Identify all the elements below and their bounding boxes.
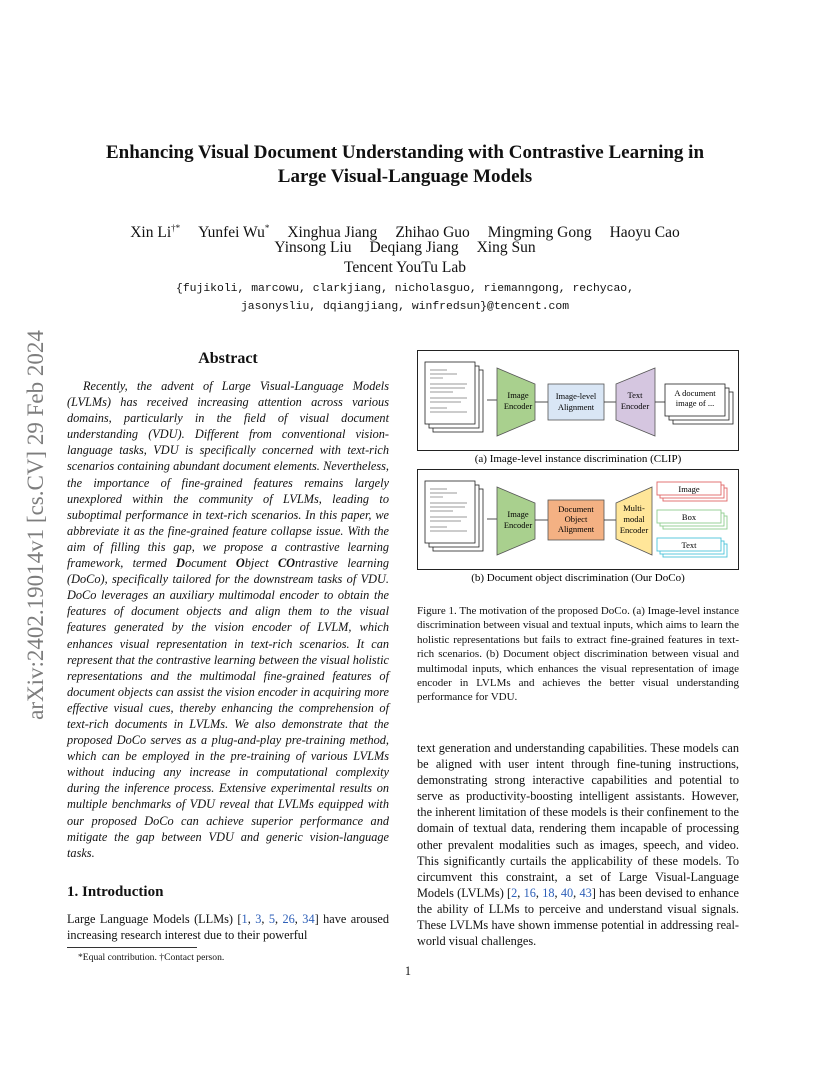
page-number: 1 bbox=[404, 964, 412, 978]
arxiv-sidebar bbox=[16, 290, 56, 760]
author-name: Mingming Gong bbox=[487, 224, 592, 242]
panel-b-image-encoder-label-2: Encoder bbox=[503, 520, 533, 530]
emails-line-1: {fujikoli, marcowu, clarkjiang, nicholasguo, riemanngong, rechycao, bbox=[176, 283, 634, 295]
title-line-1: Enhancing Visual Document Understanding with Contrastive Learning in bbox=[105, 142, 705, 163]
panel-a-text-input-line-2: image of ... bbox=[675, 398, 715, 408]
intro-heading: 1. Introduction bbox=[67, 884, 164, 900]
doco-letter-o: O bbox=[235, 556, 245, 571]
panel-b-output-image-label: Image bbox=[678, 484, 700, 494]
panel-b-multimodal-label-1: Multi- bbox=[623, 503, 645, 513]
abstract-body bbox=[67, 378, 389, 861]
citation-link[interactable]: 18 bbox=[542, 885, 555, 900]
intro-citations: 1, 3, 5, 26, 34 bbox=[241, 912, 315, 926]
right-text-a: text generation and understanding capabilities. These models can be aligned with user intent through fine-tuning instructions, demonstrating strong interactive capabilities and potential to serve as productivity-boosting intelligent assistants. However, the inherent limitation of these models is their confinement to the domain of textual data, rendering them incapable of processing other prevalent modalities such as images, speech, and video. This significantly curtails the applicability of these models. To circumvent this constraint, a set of Large Visual-Language Models (LVLMs) [ bbox=[417, 741, 739, 900]
doco-letter-d: D bbox=[176, 556, 185, 571]
panel-b-caption: (b) Document object discrimination (Our DoCo) bbox=[471, 572, 685, 584]
figure-1 bbox=[417, 350, 739, 590]
panel-a-text-encoder-label-2: Encoder bbox=[620, 401, 650, 411]
citation-link[interactable]: 1 bbox=[241, 912, 248, 926]
author-mark: * bbox=[264, 223, 270, 233]
panel-b-alignment-label-1: Document bbox=[558, 504, 594, 514]
citation-link[interactable]: 34 bbox=[302, 912, 315, 926]
citation-link[interactable]: 5 bbox=[268, 912, 275, 926]
doco-ocument: ocument bbox=[184, 556, 236, 571]
citation-link[interactable]: 26 bbox=[282, 912, 295, 926]
panel-b-multimodal-label-2: modal bbox=[623, 514, 645, 524]
panel-a-image-encoder-label-2: Encoder bbox=[503, 401, 533, 411]
right-text-b: ] has been devised to enhance the ability of LLMs to perceive and understand visual signals. These LVLMs have shown immense potential in addressing real-world visual challenges. bbox=[417, 885, 739, 949]
author-name: Xinghua Jiang bbox=[287, 224, 378, 242]
abstract-text-2: ntrastive learning (DoCo), specifically tailored for the downstream tasks of VDU. DoCo leverages an auxiliary multimodal encoder to obtain the features of document objects and align them to the visual features generated by the vision encoder of LVLM, which enhances visual representation in text-rich scenarios. It can represent that the contrastive learning between the visual holistic representations and the multimodal fine-grained features of document objects can assist the vision encoder in acquiring more effective visual cues, thereby enhancing the comprehension of text-rich documents in LVLMs. We also demonstrate that the proposed DoCo serves as a plug-and-play pre-training method, which can be employed in the pre-training of various LVLMs without inducing any increase in computational complexity during the inference process. Extensive experimental results on multiple benchmarks of VDU reveal that LVLMs equipped with our proposed DoCo can achieve superior performance and mitigate the gap between VDU and generic vision-language tasks. bbox=[67, 556, 390, 860]
doco-letters-co: CO bbox=[277, 556, 296, 571]
author-name: Xing Sun bbox=[476, 239, 536, 256]
panel-a-text-encoder-label-1: Text bbox=[627, 390, 643, 400]
panel-b-alignment-label-2: Object bbox=[564, 514, 588, 524]
paper-title bbox=[80, 141, 730, 189]
author-name: Zhihao Guo bbox=[395, 224, 470, 242]
citation-link[interactable]: 3 bbox=[255, 912, 262, 926]
author-name: Yunfei Wu* bbox=[198, 223, 270, 242]
panel-b-multimodal-label-3: Encoder bbox=[619, 525, 649, 535]
citation-link[interactable]: 16 bbox=[523, 885, 536, 900]
intro-text-b: ] have aroused increasing research interest due to their powerful bbox=[67, 912, 389, 943]
intro-text-a: Large Language Models (LLMs) [ bbox=[67, 912, 242, 926]
panel-a-alignment-label-2: Alignment bbox=[557, 402, 595, 412]
intro-continuation bbox=[417, 740, 739, 949]
panel-a-alignment-label-1: Image-level bbox=[555, 391, 597, 401]
footnote: *Equal contribution. †Contact person. bbox=[78, 952, 225, 963]
citation-link[interactable]: 43 bbox=[579, 885, 592, 900]
panel-a-caption: (a) Image-level instance discrimination (CLIP) bbox=[474, 453, 682, 465]
panel-b-alignment-label-3: Alignment bbox=[557, 524, 595, 534]
emails-line-2: jasonysliu, dqiangjiang, winfredsun}@tencent.com bbox=[240, 301, 570, 313]
panel-a-text-input-line-1: A document bbox=[674, 388, 716, 398]
author-name: Deqiang Jiang bbox=[369, 239, 459, 256]
authors-row-2 bbox=[80, 238, 730, 257]
doco-bject: bject bbox=[244, 556, 278, 571]
citation-link[interactable]: 40 bbox=[560, 885, 574, 900]
author-name: Yinsong Liu bbox=[274, 239, 352, 256]
panel-a-image-encoder-label-1: Image bbox=[507, 390, 529, 400]
figure-caption: Figure 1. The motivation of the proposed DoCo. (a) Image-level instance discrimination between visual and textual inputs, which aims to learn the holistic representations but fails to extract fine-grained features in text-rich scenarios. (b) Document object discrimination between visual and multimodal inputs, which enhances the visual representation of image encoder in LVLMs and achieves the better visual understanding performance for VDU. bbox=[417, 605, 739, 704]
citation-link[interactable]: 2 bbox=[511, 885, 518, 900]
affiliation: Tencent YouTu Lab bbox=[344, 259, 466, 276]
arxiv-identifier: arXiv:2402.19014v1 [cs.CV] 29 Feb 2024 bbox=[23, 330, 48, 720]
abstract-text-1: Recently, the advent of Large Visual-Language Models (LVLMs) has received increasing attention across various domains, particularly in the field of visual document understanding (VDU). Different from conventional vision-language tasks, VDU is specifically concerned with text-rich scenarios containing abundant document elements. Nevertheless, the importance of fine-grained features remains largely unexplored within the community of LVLMs, leading to suboptimal performance in text-rich scenarios. In this paper, we abbreviate it as the fine-grained feature collapse issue. With the aim of filling this gap, we propose a contrastive learning framework, termed bbox=[67, 379, 389, 571]
author-mark: †* bbox=[171, 223, 181, 233]
author-name: Haoyu Cao bbox=[609, 224, 680, 242]
panel-b-output-box-label: Box bbox=[681, 512, 697, 522]
right-citations: 2, 16, 18, 40, 43 bbox=[511, 885, 592, 900]
panel-b-image-encoder-label-1: Image bbox=[507, 509, 529, 519]
footnote-rule bbox=[67, 947, 197, 948]
abstract-heading: Abstract bbox=[198, 350, 258, 367]
title-line-2: Large Visual-Language Models bbox=[277, 166, 533, 187]
intro-paragraph bbox=[67, 911, 389, 943]
panel-b-document-stack bbox=[425, 481, 483, 551]
author-name: Xin Li†* bbox=[130, 223, 181, 242]
panel-b-output-text-label: Text bbox=[681, 540, 697, 550]
panel-a-document-stack bbox=[425, 362, 483, 432]
